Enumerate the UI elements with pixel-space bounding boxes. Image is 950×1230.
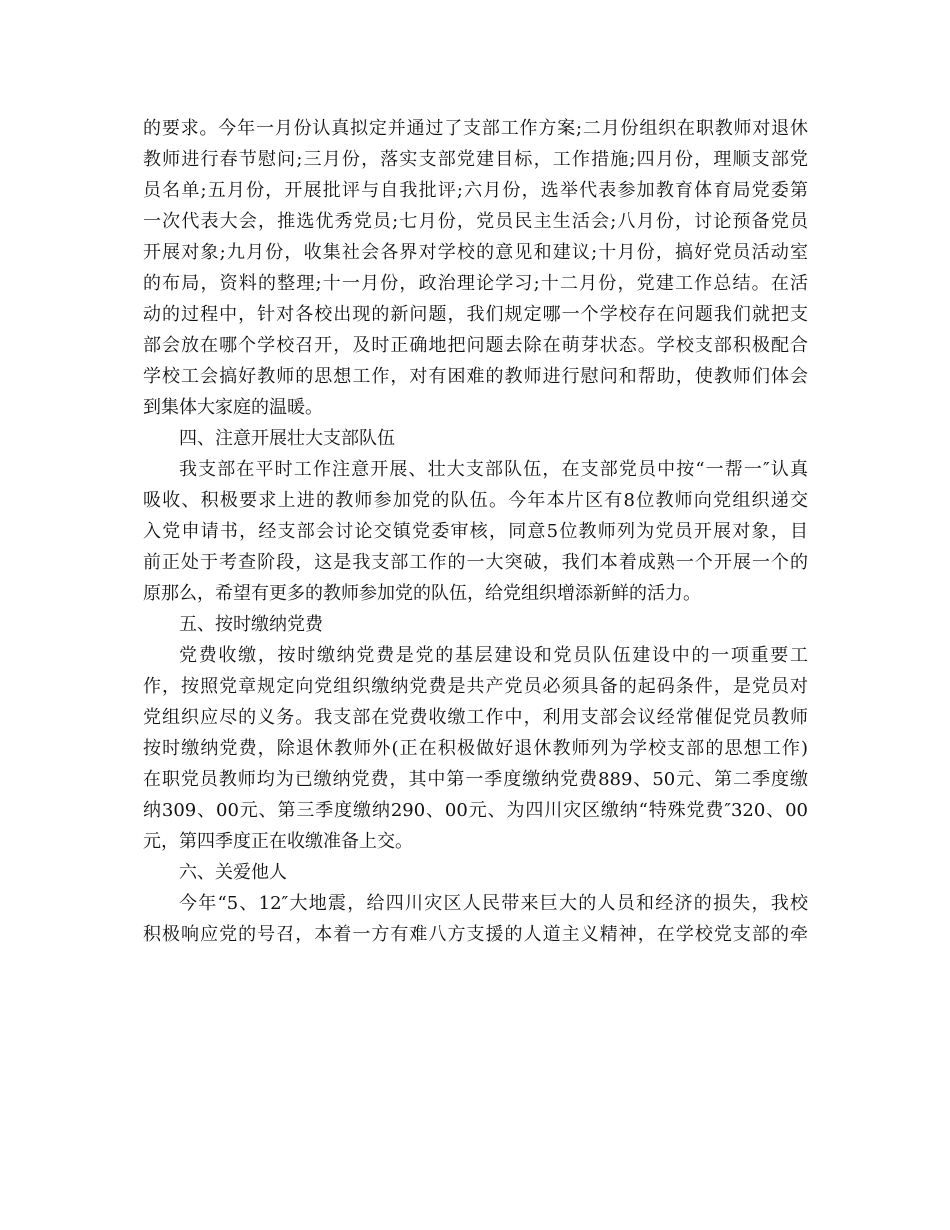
text-line: 前正处于考查阶段，这是我支部工作的一大突破，我们本着成熟一个开展一个的 <box>143 552 808 573</box>
text-line: 纳309、00元、第三季度缴纳290、00元、为四川灾区缴纳“特殊党费″320、00 <box>143 800 808 821</box>
text-line: 党费收缴，按时缴纳党费是党的基层建设和党员队伍建设中的一项重要工 <box>179 645 808 666</box>
text-line: 到集体大家庭的温暖。 <box>143 397 323 418</box>
text-line: 学校工会搞好教师的思想工作，对有困难的教师进行慰问和帮助，使教师们体会 <box>143 366 808 387</box>
text-line: 部会放在哪个学校召开，及时正确地把问题去除在萌芽状态。学校支部积极配合 <box>143 335 808 356</box>
text-line: 教师进行春节慰问;三月份，落实支部党建目标，工作措施;四月份，理顺支部党 <box>143 149 808 170</box>
text-line: 我支部在平时工作注意开展、壮大支部队伍，在支部党员中按“一帮一″认真 <box>179 459 808 480</box>
paragraph-activities <box>143 113 808 423</box>
text-line: 原那么，希望有更多的教师参加党的队伍，给党组织增添新鲜的活力。 <box>143 583 701 604</box>
text-line: 作，按照党章规定向党组织缴纳党费是共产党员必须具备的起码条件，是党员对 <box>143 676 808 697</box>
section-heading-5: 五、按时缴纳党费 <box>179 614 323 635</box>
text-line: 员名单;五月份，开展批评与自我批评;六月份，选举代表参加教育体育局党委第 <box>143 180 808 201</box>
text-line: 积极响应党的号召，本着一方有难八方支援的人道主义精神，在学校党支部的牵 <box>143 924 808 945</box>
paragraph-party-dues <box>143 640 808 857</box>
text-line: 入党申请书，经支部会讨论交镇党委审核，同意5位教师列为党员开展对象，目 <box>143 521 808 542</box>
text-line: 动的过程中，针对各校出现的新问题，我们规定哪一个学校存在问题我们就把支 <box>143 304 808 325</box>
text-line: 开展对象;九月份，收集社会各界对学校的意见和建议;十月份，搞好党员活动室 <box>143 242 808 263</box>
section-heading-4: 四、注意开展壮大支部队伍 <box>179 428 395 449</box>
text-line: 吸收、积极要求上进的教师参加党的队伍。今年本片区有8位教师向党组织递交 <box>143 490 808 511</box>
text-line: 的布局，资料的整理;十一月份，政治理论学习;十二月份，党建工作总结。在活 <box>143 273 808 294</box>
paragraph-team-growth <box>143 454 808 609</box>
text-line: 的要求。今年一月份认真拟定并通过了支部工作方案;二月份组织在职教师对退休 <box>143 118 808 139</box>
document-body <box>143 113 808 950</box>
text-line: 党组织应尽的义务。我支部在党费收缴工作中，利用支部会议经常催促党员教师 <box>143 707 808 728</box>
text-line: 按时缴纳党费，除退休教师外(正在积极做好退休教师列为学校支部的思想工作) <box>143 738 808 759</box>
text-line: 一次代表大会，推选优秀党员;七月份，党员民主生活会;八月份，讨论预备党员 <box>143 211 808 232</box>
text-line: 在职党员教师均为已缴纳党费，其中第一季度缴纳党费889、50元、第二季度缴 <box>143 769 808 790</box>
paragraph-caring <box>143 888 808 950</box>
section-heading-6: 六、关爱他人 <box>179 862 287 883</box>
text-line: 今年“5、12″大地震，给四川灾区人民带来巨大的人员和经济的损失，我校 <box>179 893 808 914</box>
text-line: 元，第四季度正在收缴准备上交。 <box>143 831 413 852</box>
